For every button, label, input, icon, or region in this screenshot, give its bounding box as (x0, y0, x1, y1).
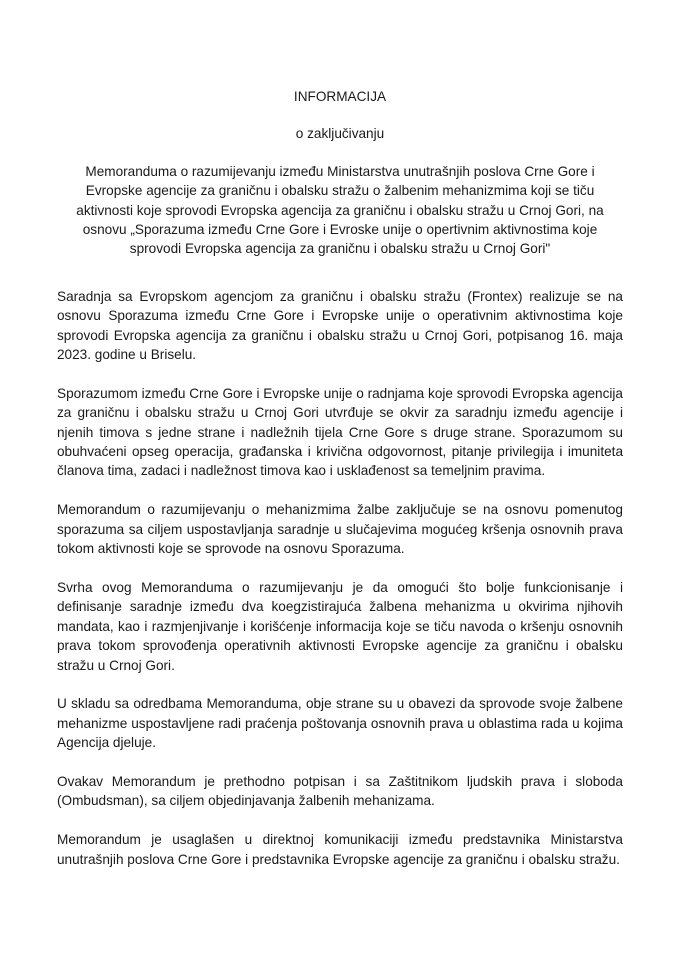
document-title-block (57, 87, 623, 259)
body-paragraph: Ovakav Memorandum je prethodno potpisan i sa Zaštitnikom ljudskih prava i sloboda (Ombudsman), sa ciljem objedinjavanja žalbenih mehanizama. (57, 773, 623, 809)
document-heading-secondary: o zaključivanju (295, 126, 385, 142)
body-paragraph: Svrha ovog Memoranduma o razumijevanju je da omogući što bolje funkcionisanje i definisanje saradnje između dva koegzistirajuća žalbena mehanizma u okvirima njihovih mandata, kao i razmjenjivanje i korišćenje informacija koje se tiču navoda o kršenju osnovnih prava tokom sprovođenja operativnih aktivnosti Evropske agencije za graničnu i obalsku stražu u Crnoj Gori. (57, 579, 623, 673)
body-paragraph: Saradnja sa Evropskom agencjom za graničnu i obalsku stražu (Frontex) realizuje se na osnovu Sporazuma između Crne Gore i Evropske unije o operativnim aktivnostima koje sprovodi Evropska agencija za graničnu i obalsku stražu u Crnoj Gori, potpisanog 16. maja 2023. godine u Briselu. (57, 288, 623, 363)
document-body (57, 287, 623, 869)
document-heading-subject: Memoranduma o razumijevanju između Ministarstva unutrašnjih poslova Crne Gore i Evropske agencije za graničnu i obalsku stražu o žalbenim mehanizmima koji se tiču aktivnosti koje sprovodi Evropska agencija za graničnu i obalsku stražu u Crnoj Gori, na osnovu „Sporazuma između Crne Gore i Evroske unije o opertivnim aktivnostima koje sprovodi Evropska agencija za graničnu i obalsku stražu u Crnoj Gori" (76, 163, 604, 257)
body-paragraph: Sporazumom između Crne Gore i Evropske unije o radnjama koje sprovodi Evropska agencija za graničnu i obalsku stražu u Crnoj Gori utvrđuje se okvir za saradnju između agencije i njenih timova s jedne strane i nadležnih tijela Crne Gore s druge strane. Sporazumom su obuhvaćeni opseg operacija, građanska i krivična odgovornost, pitanje privilegija i imuniteta članova tima, zadaci i nadležnost timova kao i usklađenost sa temeljnim pravima. (57, 385, 623, 479)
document-heading-primary: INFORMACIJA (293, 89, 387, 104)
body-paragraph: Memorandum o razumijevanju o mehanizmima žalbe zaključuje se na osnovu pomenutog sporazuma sa ciljem uspostavljanja saradnje u slučajevima mogućeg kršenja osnovnih prava tokom aktivnosti koje se sprovode na osnovu Sporazuma. (57, 502, 623, 557)
body-paragraph: Memorandum je usaglašen u direktnoj komunikaciji između predstavnika Ministarstva unutrašnjih poslova Crne Gore i predstavnika Evropske agencije za graničnu i obalsku stražu. (57, 832, 623, 867)
body-paragraph: U skladu sa odredbama Memoranduma, obje strane su u obavezi da sprovode svoje žalbene mehanizme uspostavljene radi praćenja poštovanja osnovnih prava u oblastima rada u kojima Agencija djeluje. (57, 696, 623, 751)
